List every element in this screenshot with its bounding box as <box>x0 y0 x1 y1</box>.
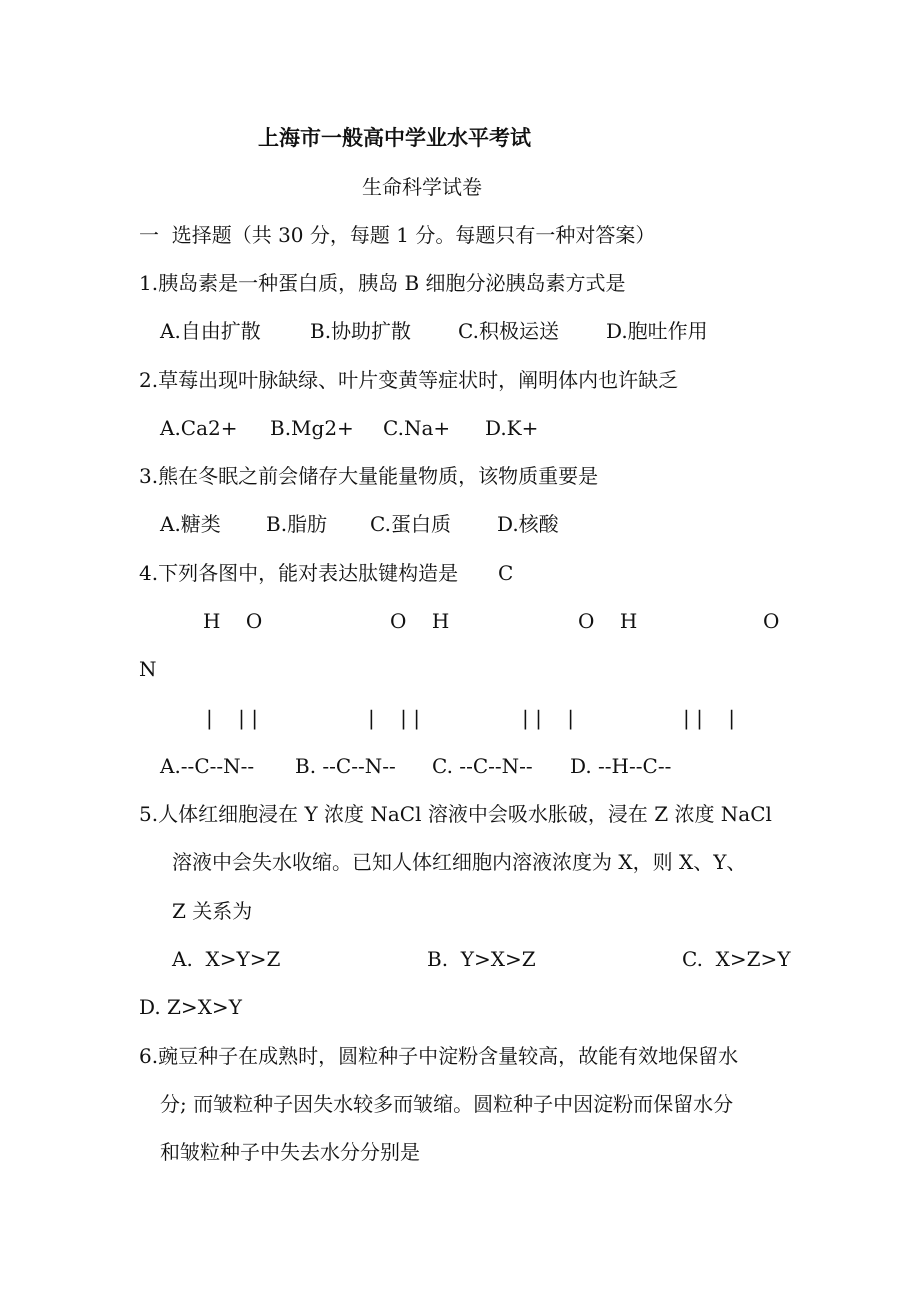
question-1-option-d: D.胞吐作用 <box>606 319 708 343</box>
structure-d-atoms-wrap: N <box>139 657 157 681</box>
question-4-option-b: B. --C--N-- <box>295 754 396 778</box>
section-heading: 一 选择题（共 30 分，每题 1 分。每题只有一种对答案） <box>139 223 656 247</box>
question-5-stem-line-3: Z 关系为 <box>172 899 253 923</box>
structure-d-atoms: O <box>763 609 780 633</box>
question-2-option-d: D.K+ <box>485 416 539 440</box>
exam-subtitle: 生命科学试卷 <box>362 175 482 199</box>
question-1-option-a: A.自由扩散 <box>160 319 261 343</box>
question-5-option-d: D. Z>X>Y <box>139 995 242 1019</box>
question-6-stem-line-3: 和皱粒种子中失去水分分别是 <box>160 1140 420 1164</box>
structure-c-atoms: O H <box>578 609 638 633</box>
question-6-stem-line-1: 6.豌豆种子在成熟时，圆粒种子中淀粉含量较高，故能有效地保留水 <box>139 1044 739 1068</box>
question-1-option-b: B.协助扩散 <box>310 319 412 343</box>
question-3-stem: 3.熊在冬眠之前会储存大量能量物质，该物质重要是 <box>139 464 599 488</box>
question-1-stem: 1.胰岛素是一种蛋白质，胰岛 B 细胞分泌胰岛素方式是 <box>139 271 626 295</box>
question-5-option-b: B. Y>X>Z <box>427 947 536 971</box>
question-4-option-c: C. --C--N-- <box>432 754 533 778</box>
structure-b-bonds: | | | <box>368 706 421 730</box>
question-5-stem-line-1: 5.人体红细胞浸在 Y 浓度 NaCl 溶液中会吸水胀破，浸在 Z 浓度 NaCl <box>139 802 772 826</box>
exam-title: 上海市一般高中学业水平考试 <box>258 125 531 150</box>
question-2-option-b: B.Mg2+ <box>270 416 354 440</box>
structure-a-atoms: H O <box>203 609 263 633</box>
question-2-stem: 2.草莓出现叶脉缺绿、叶片变黄等症状时，阐明体内也许缺乏 <box>139 368 679 392</box>
question-3-option-d: D.核酸 <box>497 512 559 536</box>
question-5-stem-line-2: 溶液中会失水收缩。已知人体红细胞内溶液浓度为 X，则 X、Y、 <box>172 850 747 874</box>
structure-a-bonds: | | | <box>206 706 259 730</box>
question-3-option-c: C.蛋白质 <box>370 512 451 536</box>
structure-d-bonds: | | | <box>683 706 736 730</box>
question-4-stem: 4.下列各图中，能对表达肽键构造是 <box>139 561 459 585</box>
structure-c-bonds: | | | <box>522 706 575 730</box>
question-3-option-a: A.糖类 <box>160 512 221 536</box>
question-2-option-a: A.Ca2+ <box>160 416 238 440</box>
question-4-option-d: D. --H--C-- <box>570 754 672 778</box>
question-4-answer: C <box>498 561 514 585</box>
question-3-option-b: B.脂肪 <box>266 512 328 536</box>
question-4-option-a: A.--C--N-- <box>160 754 255 778</box>
question-5-option-c: C. X>Z>Y <box>682 947 791 971</box>
question-1-option-c: C.积极运送 <box>458 319 559 343</box>
question-2-option-c: C.Na+ <box>383 416 451 440</box>
question-6-stem-line-2: 分; 而皱粒种子因失水较多而皱缩。圆粒种子中因淀粉而保留水分 <box>160 1092 734 1116</box>
question-5-option-a: A. X>Y>Z <box>172 947 281 971</box>
structure-b-atoms: O H <box>390 609 450 633</box>
